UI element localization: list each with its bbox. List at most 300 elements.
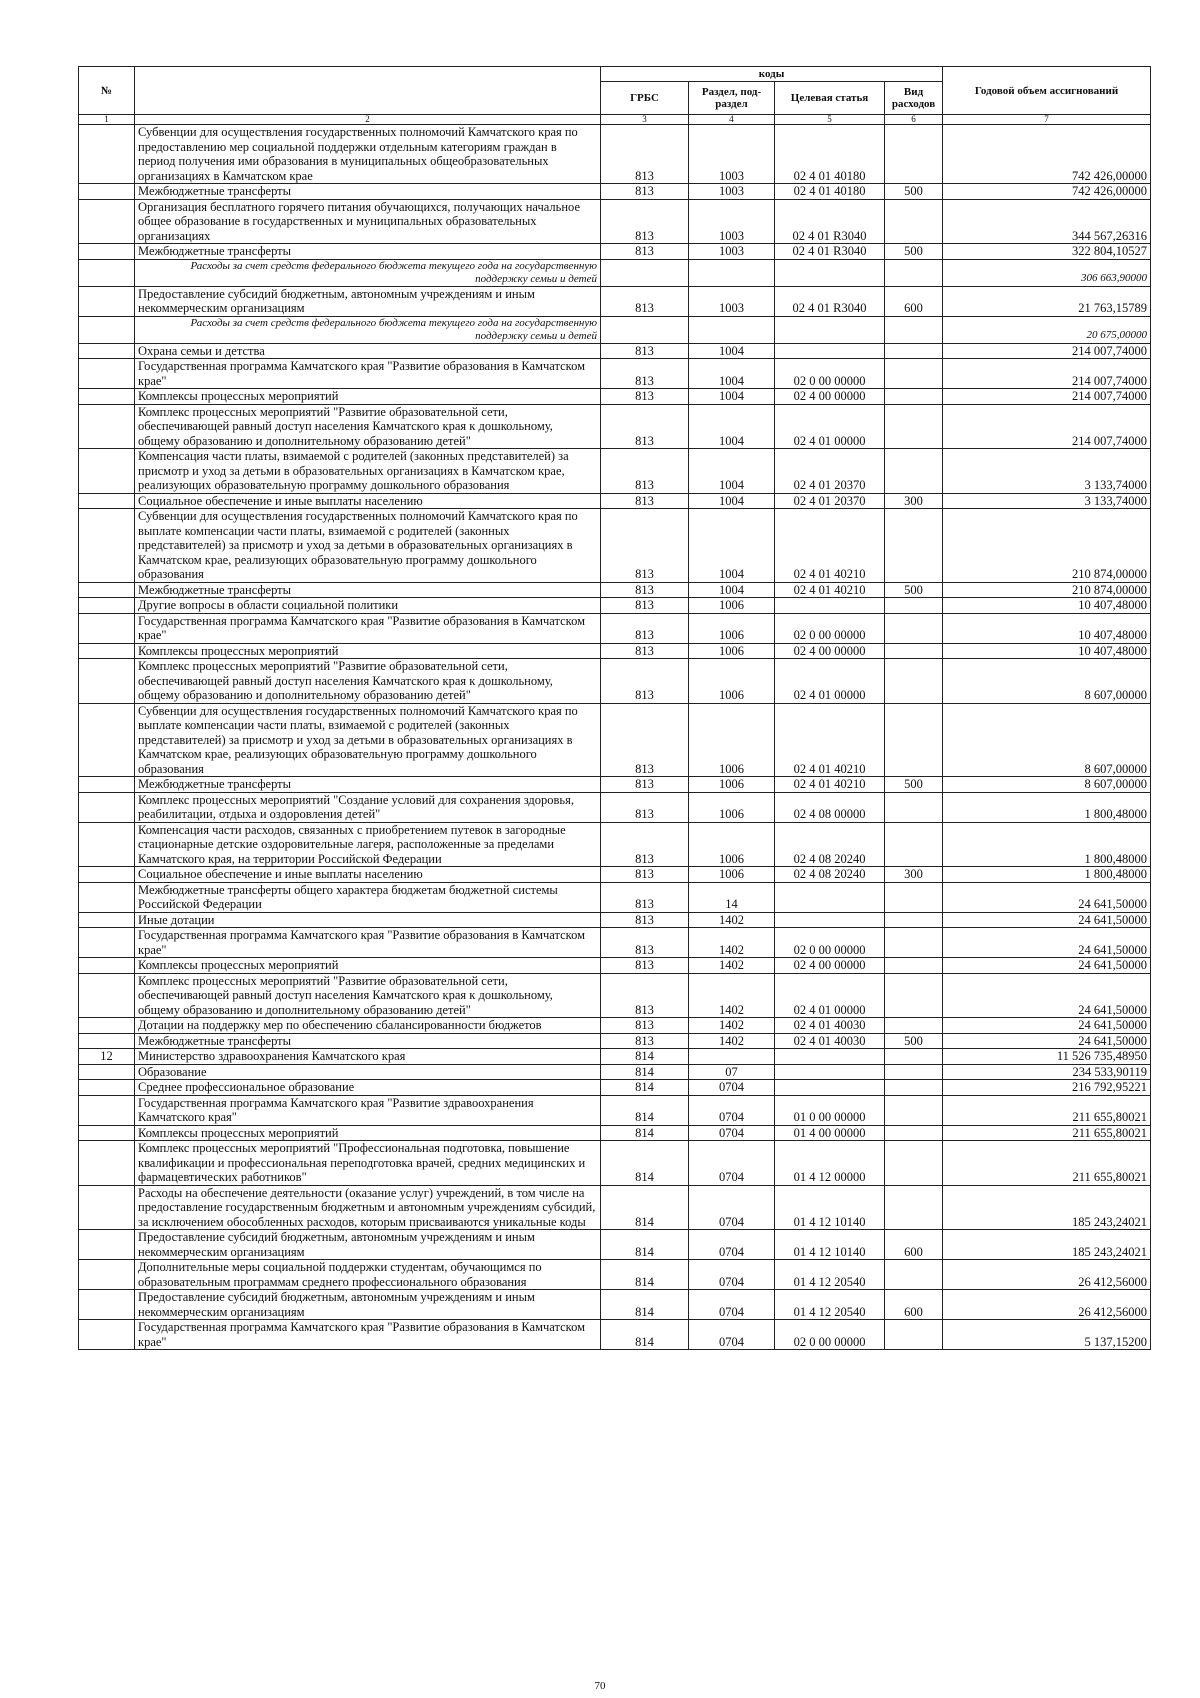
row-grbs: 813 [601,493,689,509]
row-number [79,449,135,494]
row-amount: 3 133,74000 [943,493,1151,509]
row-grbs [601,316,689,343]
row-amount: 211 655,80021 [943,1141,1151,1186]
row-number [79,1141,135,1186]
row-name: Министерство здравоохранения Камчатского края [135,1049,601,1065]
table-row [79,703,1151,777]
row-kind [885,928,943,958]
row-number [79,958,135,974]
table-row [79,343,1151,359]
row-target: 02 4 01 40210 [775,703,885,777]
row-amount: 24 641,50000 [943,1033,1151,1049]
row-target: 01 4 12 20540 [775,1290,885,1320]
header-codes: коды [601,67,943,82]
row-name: Расходы на обеспечение деятельности (оказание услуг) учреждений, в том числе на предоставление государственным бюджетным и автономным учреждениям субсидий, за исключением обособленных расходов, которым присваиваются уникальные коды [135,1185,601,1230]
row-amount: 306 663,90000 [943,259,1151,286]
row-number [79,125,135,184]
row-section: 1006 [689,659,775,704]
row-kind [885,1185,943,1230]
row-amount: 1 800,48000 [943,822,1151,867]
row-amount: 216 792,95221 [943,1080,1151,1096]
row-section: 1004 [689,509,775,583]
table-row [79,1185,1151,1230]
row-kind [885,1141,943,1186]
row-target: 02 4 00 00000 [775,389,885,405]
row-target: 02 4 01 R3040 [775,244,885,260]
row-target: 01 4 12 10140 [775,1185,885,1230]
row-number [79,1230,135,1260]
row-section: 1004 [689,359,775,389]
row-target [775,882,885,912]
row-section [689,316,775,343]
row-section [689,1049,775,1065]
row-name: Дополнительные меры социальной поддержки студентам, обучающимся по образовательным программам среднего профессионального образования [135,1260,601,1290]
table-row [79,1033,1151,1049]
row-grbs: 813 [601,389,689,405]
row-grbs: 813 [601,598,689,614]
row-section: 1003 [689,184,775,200]
row-kind: 500 [885,1033,943,1049]
table-row [79,1260,1151,1290]
row-grbs: 813 [601,643,689,659]
row-name: Межбюджетные трансферты [135,777,601,793]
row-kind [885,958,943,974]
row-name: Межбюджетные трансферты [135,184,601,200]
row-amount: 3 133,74000 [943,449,1151,494]
row-target: 02 4 01 40210 [775,582,885,598]
row-name: Организация бесплатного горячего питания обучающихся, получающих начальное общее образование в государственных и муниципальных образовательных организациях [135,199,601,244]
row-grbs: 813 [601,928,689,958]
row-amount: 24 641,50000 [943,1018,1151,1034]
table-row [79,1064,1151,1080]
table-row [79,659,1151,704]
table-row [79,125,1151,184]
row-kind [885,1064,943,1080]
table-row [79,582,1151,598]
row-target [775,316,885,343]
row-section: 1006 [689,703,775,777]
row-name: Межбюджетные трансферты [135,244,601,260]
row-name: Субвенции для осуществления государственных полномочий Камчатского края по выплате компенсации части платы, взимаемой с родителей (законных представителей) за присмотр и уход за детьми в образовательных организациях в Камчатском крае, реализующих образовательную программу дошкольного образования [135,509,601,583]
row-name: Среднее профессиональное образование [135,1080,601,1096]
row-name: Комплекс процессных мероприятий "Развитие образовательной сети, обеспечивающей равный доступ населения Камчатского края к дошкольному, общему образованию и дополнительному образованию детей" [135,659,601,704]
row-name: Образование [135,1064,601,1080]
row-section: 0704 [689,1320,775,1350]
row-grbs: 813 [601,359,689,389]
row-target: 02 4 08 20240 [775,822,885,867]
table-row [79,359,1151,389]
row-kind [885,1049,943,1065]
row-number [79,1033,135,1049]
row-grbs: 813 [601,343,689,359]
row-amount: 344 567,26316 [943,199,1151,244]
row-target [775,1064,885,1080]
row-section: 0704 [689,1185,775,1230]
row-amount: 211 655,80021 [943,1125,1151,1141]
row-grbs: 813 [601,184,689,200]
row-target [775,1080,885,1096]
header-amount: Годовой объем ассигнований [943,67,1151,115]
row-target: 02 4 01 00000 [775,659,885,704]
row-kind: 300 [885,493,943,509]
row-grbs: 813 [601,125,689,184]
row-number [79,882,135,912]
row-number [79,867,135,883]
row-grbs: 813 [601,912,689,928]
row-name: Субвенции для осуществления государственных полномочий Камчатского края по предоставлению мер социальной поддержки отдельным категориям граждан в период получения ими образования в муниципальных общеобразовательных организациях в Камчатском крае [135,125,601,184]
row-name: Расходы за счет средств федерального бюджета текущего года на государственную поддержку семьи и детей [135,259,601,286]
row-number [79,582,135,598]
table-row [79,792,1151,822]
row-grbs: 813 [601,777,689,793]
row-grbs: 814 [601,1125,689,1141]
colnum: 1 [79,115,135,125]
table-row [79,184,1151,200]
table-row [79,286,1151,316]
table-row [79,389,1151,405]
row-section: 1006 [689,777,775,793]
colnum: 2 [135,115,601,125]
row-name: Комплексы процессных мероприятий [135,1125,601,1141]
row-name: Социальное обеспечение и иные выплаты населению [135,493,601,509]
row-number [79,389,135,405]
row-amount: 21 763,15789 [943,286,1151,316]
row-name: Дотации на поддержку мер по обеспечению сбалансированности бюджетов [135,1018,601,1034]
row-target: 02 4 01 00000 [775,973,885,1018]
row-number [79,1290,135,1320]
table-row [79,1095,1151,1125]
row-name: Межбюджетные трансферты общего характера бюджетам бюджетной системы Российской Федерации [135,882,601,912]
row-amount: 210 874,00000 [943,509,1151,583]
row-section: 1006 [689,598,775,614]
row-grbs: 813 [601,958,689,974]
row-target: 02 4 01 20370 [775,449,885,494]
row-grbs: 813 [601,1018,689,1034]
row-name: Государственная программа Камчатского края "Развитие образования в Камчатском крае" [135,359,601,389]
row-grbs: 813 [601,792,689,822]
row-target [775,259,885,286]
row-section: 0704 [689,1141,775,1186]
row-section: 1402 [689,912,775,928]
table-row [79,1080,1151,1096]
row-number [79,359,135,389]
row-kind [885,343,943,359]
row-target: 02 4 00 00000 [775,643,885,659]
table-body [79,125,1151,1350]
row-number [79,643,135,659]
row-target: 02 4 01 40180 [775,125,885,184]
table-row [79,958,1151,974]
row-grbs: 814 [601,1049,689,1065]
row-number [79,822,135,867]
row-name: Предоставление субсидий бюджетным, автономным учреждениям и иным некоммерческим организациям [135,1290,601,1320]
row-section: 0704 [689,1230,775,1260]
row-number [79,659,135,704]
row-name: Субвенции для осуществления государственных полномочий Камчатского края по выплате компенсации части платы, взимаемой с родителей (законных представителей) за присмотр и уход за детьми в образовательных организациях в Камчатском крае, реализующих образовательную программу дошкольного образования [135,703,601,777]
table-row [79,493,1151,509]
row-name: Комплекс процессных мероприятий "Профессиональная подготовка, повышение квалификации и профессиональная переподготовка врачей, средних медицинских и фармацевтических работников" [135,1141,601,1186]
colnum: 4 [689,115,775,125]
row-grbs: 813 [601,244,689,260]
row-amount: 214 007,74000 [943,389,1151,405]
row-section: 1004 [689,389,775,405]
row-kind [885,1260,943,1290]
row-section: 1402 [689,973,775,1018]
row-number [79,792,135,822]
row-kind [885,912,943,928]
table-row [79,973,1151,1018]
header-num: № [79,67,135,115]
row-kind [885,822,943,867]
row-name: Охрана семьи и детства [135,343,601,359]
row-section: 0704 [689,1125,775,1141]
row-section: 1003 [689,199,775,244]
header-colnums [79,115,1151,125]
row-amount: 24 641,50000 [943,882,1151,912]
row-kind [885,659,943,704]
table-row [79,1141,1151,1186]
row-section: 1402 [689,958,775,974]
row-amount: 5 137,15200 [943,1320,1151,1350]
row-amount: 20 675,00000 [943,316,1151,343]
row-grbs: 814 [601,1260,689,1290]
row-grbs: 813 [601,449,689,494]
row-section: 1006 [689,867,775,883]
row-number [79,1080,135,1096]
row-grbs [601,259,689,286]
row-number [79,316,135,343]
row-number [79,928,135,958]
header-section: Раздел, под-раздел [689,82,775,115]
row-number [79,1018,135,1034]
row-number [79,598,135,614]
row-amount: 214 007,74000 [943,359,1151,389]
row-section: 1402 [689,1018,775,1034]
row-section [689,259,775,286]
row-number [79,259,135,286]
row-kind [885,1018,943,1034]
row-amount: 185 243,24021 [943,1230,1151,1260]
header-target: Целевая статья [775,82,885,115]
row-name: Комплекс процессных мероприятий "Развитие образовательной сети, обеспечивающей равный доступ населения Камчатского края к дошкольному, общему образованию и дополнительному образованию детей" [135,404,601,449]
row-kind: 500 [885,244,943,260]
row-section: 14 [689,882,775,912]
row-amount: 10 407,48000 [943,598,1151,614]
row-grbs: 813 [601,404,689,449]
table-row [79,449,1151,494]
table-row [79,1230,1151,1260]
row-grbs: 813 [601,973,689,1018]
row-amount: 24 641,50000 [943,912,1151,928]
header-kind: Вид расходов [885,82,943,115]
row-kind: 300 [885,867,943,883]
row-section: 1006 [689,613,775,643]
colnum: 3 [601,115,689,125]
row-kind: 500 [885,777,943,793]
row-amount: 11 526 735,48950 [943,1049,1151,1065]
row-amount: 234 533,90119 [943,1064,1151,1080]
row-number [79,184,135,200]
row-section: 1402 [689,1033,775,1049]
row-amount: 10 407,48000 [943,643,1151,659]
row-section: 1003 [689,286,775,316]
row-section: 1004 [689,582,775,598]
row-name: Компенсация части расходов, связанных с приобретением путевок в загородные стационарные детские оздоровительные лагеря, расположенные за пределами Камчатского края, на территории Российской Федерации [135,822,601,867]
row-grbs: 813 [601,867,689,883]
row-target: 02 4 01 20370 [775,493,885,509]
row-target: 02 4 08 20240 [775,867,885,883]
row-name: Иные дотации [135,912,601,928]
table-row [79,867,1151,883]
row-section: 1003 [689,244,775,260]
row-grbs: 814 [601,1185,689,1230]
row-target: 02 0 00 00000 [775,928,885,958]
row-name: Компенсация части платы, взимаемой с родителей (законных представителей) за присмотр и уход за детьми в образовательных организациях в Камчатском крае, реализующих образовательную программу дошкольного образования [135,449,601,494]
row-number [79,613,135,643]
row-number [79,1095,135,1125]
row-name: Предоставление субсидий бюджетным, автономным учреждениям и иным некоммерческим организациям [135,286,601,316]
row-target: 01 4 00 00000 [775,1125,885,1141]
row-kind [885,199,943,244]
row-target: 02 4 01 R3040 [775,199,885,244]
row-amount: 1 800,48000 [943,792,1151,822]
row-number [79,1185,135,1230]
row-amount: 185 243,24021 [943,1185,1151,1230]
row-name: Государственная программа Камчатского края "Развитие образования в Камчатском крае" [135,1320,601,1350]
table-row [79,1125,1151,1141]
row-target: 02 0 00 00000 [775,1320,885,1350]
row-grbs: 813 [601,613,689,643]
row-kind [885,1125,943,1141]
row-amount: 24 641,50000 [943,958,1151,974]
row-amount: 742 426,00000 [943,184,1151,200]
row-section: 0704 [689,1290,775,1320]
row-name: Комплексы процессных мероприятий [135,643,601,659]
row-amount: 26 412,56000 [943,1260,1151,1290]
row-number [79,1320,135,1350]
row-number: 12 [79,1049,135,1065]
row-name: Государственная программа Камчатского края "Развитие образования в Камчатском крае" [135,613,601,643]
row-kind: 600 [885,1290,943,1320]
row-target: 01 0 00 00000 [775,1095,885,1125]
row-name: Комплексы процессных мероприятий [135,389,601,405]
row-grbs: 814 [601,1230,689,1260]
row-name: Комплексы процессных мероприятий [135,958,601,974]
row-kind [885,404,943,449]
row-section: 1402 [689,928,775,958]
row-kind [885,316,943,343]
row-number [79,1125,135,1141]
row-kind [885,643,943,659]
table-row [79,1018,1151,1034]
row-kind [885,973,943,1018]
row-amount: 214 007,74000 [943,343,1151,359]
row-name: Межбюджетные трансферты [135,582,601,598]
row-section: 1006 [689,792,775,822]
row-name: Государственная программа Камчатского края "Развитие образования в Камчатском крае" [135,928,601,958]
row-number [79,404,135,449]
row-target: 02 4 00 00000 [775,958,885,974]
row-section: 1006 [689,822,775,867]
row-grbs: 814 [601,1080,689,1096]
row-amount: 8 607,00000 [943,777,1151,793]
row-grbs: 814 [601,1320,689,1350]
row-name: Государственная программа Камчатского края "Развитие здравоохранения Камчатского края" [135,1095,601,1125]
colnum: 5 [775,115,885,125]
row-target: 02 4 01 00000 [775,404,885,449]
row-number [79,912,135,928]
row-number [79,286,135,316]
row-target: 02 4 01 40180 [775,184,885,200]
table-row [79,882,1151,912]
row-kind [885,703,943,777]
row-kind [885,389,943,405]
row-section: 1004 [689,404,775,449]
header-grbs: ГРБС [601,82,689,115]
row-kind [885,449,943,494]
row-kind [885,509,943,583]
row-name: Комплекс процессных мероприятий "Создание условий для сохранения здоровья, реабилитации, отдыха и оздоровления детей" [135,792,601,822]
table-row [79,928,1151,958]
row-amount: 24 641,50000 [943,928,1151,958]
row-grbs: 813 [601,582,689,598]
row-amount: 742 426,00000 [943,125,1151,184]
row-kind: 600 [885,286,943,316]
table-row [79,1290,1151,1320]
row-kind [885,1080,943,1096]
row-kind: 600 [885,1230,943,1260]
row-amount: 24 641,50000 [943,973,1151,1018]
row-target [775,343,885,359]
row-grbs: 814 [601,1141,689,1186]
table-row [79,244,1151,260]
row-grbs: 813 [601,199,689,244]
row-target: 02 4 01 R3040 [775,286,885,316]
table-row [79,509,1151,583]
row-number [79,777,135,793]
row-grbs: 813 [601,659,689,704]
row-target: 02 4 01 40030 [775,1033,885,1049]
table-row [79,404,1151,449]
budget-table [78,66,1151,1350]
row-section: 1004 [689,493,775,509]
row-section: 1004 [689,449,775,494]
row-section: 0704 [689,1080,775,1096]
colnum: 6 [885,115,943,125]
row-kind [885,792,943,822]
row-target: 02 4 01 40210 [775,509,885,583]
row-number [79,493,135,509]
table-row [79,1320,1151,1350]
row-name: Предоставление субсидий бюджетным, автономным учреждениям и иным некоммерческим организациям [135,1230,601,1260]
table-row [79,912,1151,928]
row-kind [885,598,943,614]
table-row [79,777,1151,793]
row-number [79,199,135,244]
colnum: 7 [943,115,1151,125]
row-name: Межбюджетные трансферты [135,1033,601,1049]
row-number [79,973,135,1018]
row-number [79,703,135,777]
row-kind [885,1095,943,1125]
row-grbs: 814 [601,1064,689,1080]
row-name: Социальное обеспечение и иные выплаты населению [135,867,601,883]
table-note-row [79,316,1151,343]
row-target: 01 4 12 20540 [775,1260,885,1290]
row-number [79,509,135,583]
row-amount: 8 607,00000 [943,659,1151,704]
row-target: 02 0 00 00000 [775,359,885,389]
